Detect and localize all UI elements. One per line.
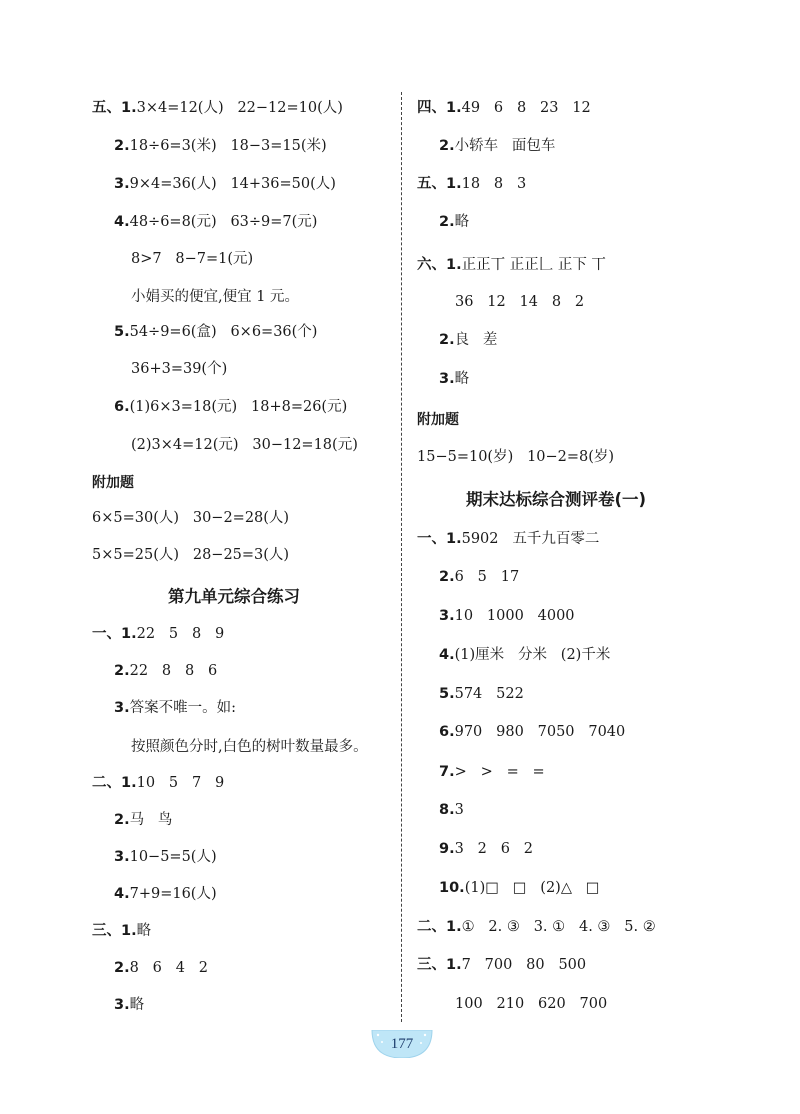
answer-line: 4.7+9=16(人): [114, 886, 217, 902]
column-divider: [401, 92, 402, 1022]
bonus-title: 附加题: [92, 475, 134, 491]
section-title: 第九单元综合练习: [168, 587, 300, 606]
answer-line: 6.970 980 7050 7040: [439, 724, 626, 740]
answer-line: 9.3 2 6 2: [439, 841, 533, 857]
answer-line: 3.9×4=36(人) 14+36=50(人): [114, 176, 336, 192]
answer-line: 5×5=25(人) 28−25=3(人): [92, 547, 290, 563]
answer-line: 四、1.49 6 8 23 12: [417, 100, 591, 116]
answer-line: 100 210 620 700: [455, 996, 608, 1012]
answer-line: 三、1.7 700 80 500: [417, 957, 587, 973]
answer-line: 3.答案不唯一。如:: [114, 700, 236, 716]
answer-line: 二、1.10 5 7 9: [92, 775, 225, 791]
answer-line: 3.10−5=5(人): [114, 849, 217, 865]
section-title: 期末达标综合测评卷(一): [466, 490, 647, 509]
answer-line: 5.54÷9=6(盒) 6×6=36(个): [114, 324, 318, 340]
answer-line: 3.10 1000 4000: [439, 608, 575, 624]
answer-line: 小娟买的便宜,便宜 1 元。: [131, 289, 300, 305]
answer-line: 5.574 522: [439, 686, 524, 702]
answer-line: 36+3=39(个): [131, 361, 228, 377]
bonus-title: 附加题: [417, 412, 459, 428]
answer-line: 2.略: [439, 214, 470, 230]
page-number: 177: [390, 1036, 414, 1052]
answer-line: 6.(1)6×3=18(元) 18+8=26(元): [114, 399, 348, 415]
answer-line: 15−5=10(岁) 10−2=8(岁): [417, 449, 615, 465]
answer-line: 六、1.正正丅 正正𠃊 正下 丅: [417, 257, 606, 273]
answer-line: 7.> > = =: [439, 764, 545, 780]
answer-line: 一、1.22 5 8 9: [92, 626, 225, 642]
answer-line: 4.(1)厘米 分米 (2)千米: [439, 647, 611, 663]
answer-line: (2)3×4=12(元) 30−12=18(元): [131, 437, 358, 453]
answer-line: 按照颜色分时,白色的树叶数量最多。: [131, 739, 368, 755]
answer-line: 36 12 14 8 2: [455, 294, 585, 310]
answer-line: 10.(1)□ □ (2)△ □: [439, 880, 600, 896]
answer-line: 2.马 鸟: [114, 812, 173, 828]
answer-line: 2.22 8 8 6: [114, 663, 218, 679]
answer-line: 2.良 差: [439, 332, 498, 348]
answer-line: 2.6 5 17: [439, 569, 520, 585]
answer-line: 8.3: [439, 802, 464, 818]
answer-line: 2.小轿车 面包车: [439, 138, 556, 154]
answer-line: 三、1.略: [92, 923, 152, 939]
answer-line: 五、1.18 8 3: [417, 176, 527, 192]
answer-line: 五、1.3×4=12(人) 22−12=10(人): [92, 100, 343, 116]
answer-line: 8>7 8−7=1(元): [131, 251, 254, 267]
answer-line: 4.48÷6=8(元) 63÷9=7(元): [114, 214, 318, 230]
answer-line: 2.18÷6=3(米) 18−3=15(米): [114, 138, 327, 154]
answer-line: 3.略: [114, 997, 145, 1013]
answer-line: 二、1.① 2. ③ 3. ① 4. ③ 5. ②: [417, 919, 656, 935]
answer-line: 一、1.5902 五千九百零二: [417, 531, 600, 547]
answer-line: 6×5=30(人) 30−2=28(人): [92, 510, 290, 526]
answer-line: 3.略: [439, 371, 470, 387]
answer-line: 2.8 6 4 2: [114, 960, 208, 976]
